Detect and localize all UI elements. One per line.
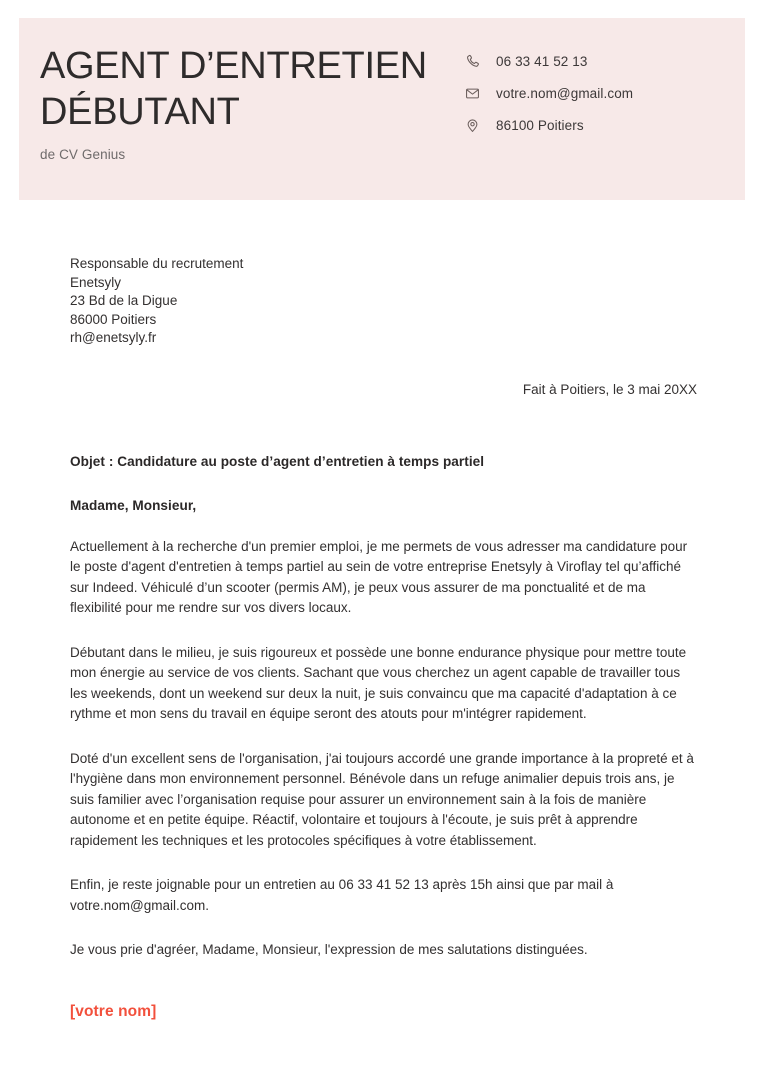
recipient-line-2: Enetsyly	[70, 274, 122, 290]
header-content	[19, 18, 745, 200]
body-paragraph: Doté d'un excellent sens de l'organisation, j'ai toujours accordé une grande importance à la propreté et à l'hygiène dans mon environnement personnel. Bénévole dans un refuge animalier depuis trois ans, je suis familier avec l’organisation requise pour assurer un environnement sain à la fois de manière autonome et en petite équipe. Réactif, volontaire et toujours à l'écoute, je suis prêt à apprendre rapidement les techniques et les protocoles spécifiques à votre établissement.	[70, 750, 694, 848]
body-paragraph: Actuellement à la recherche d'un premier emploi, je me permets de vous adresser ma candidature pour le poste d'agent d'entretien à temps partiel au sein de votre entreprise Enetsyly à Viroflay tel qu’affiché sur Indeed. Véhiculé d’un scooter (permis AM), je peux vous assurer de ma ponctualité et de ma flexibilité pour me rendre sur vos divers locaux.	[70, 538, 688, 615]
body-paragraph: Enfin, je reste joignable pour un entretien au 06 33 41 52 13 après 15h ainsi que par mail à votre.nom@gmail.com.	[70, 877, 614, 913]
phone-icon	[463, 52, 481, 70]
contact-list	[463, 52, 633, 148]
salutation: Madame, Monsieur,	[70, 497, 197, 513]
header-band	[19, 18, 745, 200]
date-line: Fait à Poitiers, le 3 mai 20XX	[522, 381, 697, 397]
contact-item-location	[463, 116, 633, 134]
contact-location-value: 86100 Poitiers	[496, 117, 584, 133]
title-block	[40, 43, 470, 162]
page-subtitle: de CV Genius	[40, 147, 126, 162]
envelope-icon	[463, 84, 481, 102]
body-paragraph: Je vous prie d'agréer, Madame, Monsieur, l'expression de mes salutations distinguées.	[70, 942, 588, 957]
contact-phone-value: 06 33 41 52 13	[496, 53, 588, 69]
letter-body	[70, 255, 698, 1021]
contact-item-phone	[463, 52, 633, 70]
location-pin-icon	[463, 116, 481, 134]
recipient-line-4: 86000 Poitiers	[70, 311, 157, 327]
page-title: AGENT D’ENTRETIEN DÉBUTANT	[40, 45, 427, 133]
recipient-line-3: 23 Bd de la Digue	[70, 293, 178, 308]
recipient-line-5: rh@enetsyly.fr	[70, 330, 157, 345]
contact-email-value: votre.nom@gmail.com	[496, 85, 634, 101]
body-paragraph: Débutant dans le milieu, je suis rigoureux et possède une bonne endurance physique pour mettre toute mon énergie au service de vos clients. Sachant que vous cherchez un agent capable de travailler tous les weekends, dont un weekend sur deux la nuit, je suis convaincu que ma capacité d'adaptation à ce rythme et mon sens du travail en équipe seront des atouts pour m'intégrer rapidement.	[70, 644, 687, 721]
recipient-line-1: Responsable du recrutement	[70, 256, 244, 271]
recipient-address-block	[70, 255, 698, 348]
subject-line: Objet : Candidature au poste d’agent d’entretien à temps partiel	[70, 453, 485, 469]
signature-name: [votre nom]	[70, 1002, 157, 1020]
contact-item-email	[463, 84, 633, 102]
